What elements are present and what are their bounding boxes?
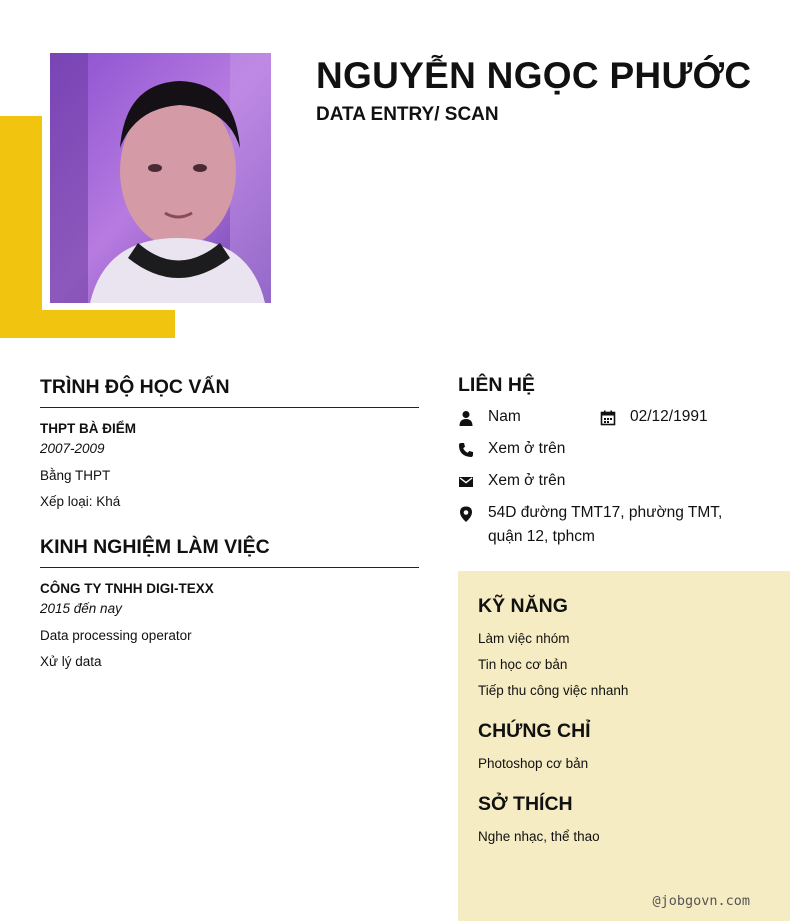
left-column (40, 376, 419, 675)
experience-detail: Data processing operator (40, 628, 192, 643)
job-title: DATA ENTRY/ SCAN (316, 104, 499, 125)
calendar-icon (600, 410, 616, 426)
accent-bar-horizontal (0, 310, 175, 338)
gender-value: Nam (488, 408, 521, 425)
skills-title: KỸ NĂNG (478, 595, 568, 617)
address-line-2: quận 12, tphcm (488, 528, 595, 545)
candidate-name: NGUYỄN NGỌC PHƯỚC (316, 55, 752, 96)
education-title: TRÌNH ĐỘ HỌC VẤN (40, 376, 419, 408)
experience-entry (40, 568, 419, 675)
phone-value[interactable]: Xem ở trên (488, 440, 566, 457)
contact-row-email (458, 469, 778, 493)
experience-period: 2015 đến nay (40, 601, 122, 616)
education-detail: Xếp loại: Khá (40, 494, 121, 509)
location-pin-icon (458, 506, 474, 522)
profile-photo (50, 53, 271, 303)
hobbies-title: SỞ THÍCH (478, 793, 573, 815)
watermark: @jobgovn.com (652, 893, 750, 909)
skill-item: Làm việc nhóm (478, 631, 570, 646)
experience-detail: Xử lý data (40, 654, 102, 669)
experience-title: KINH NGHIỆM LÀM VIỆC (40, 536, 419, 568)
contact-title: LIÊN HỆ (458, 374, 535, 396)
certificates-title: CHỨNG CHỈ (478, 720, 591, 742)
contact-row-phone (458, 437, 778, 461)
address-value (488, 501, 722, 549)
email-value[interactable]: Xem ở trên (488, 472, 566, 489)
accent-bar-vertical (0, 116, 42, 338)
mail-icon (458, 474, 474, 490)
skill-item: Tin học cơ bản (478, 657, 568, 672)
education-detail: Bằng THPT (40, 468, 111, 483)
contact-row-address (458, 501, 778, 549)
company-name: CÔNG TY TNHH DIGI-TEXX (40, 581, 214, 596)
contact-section (458, 374, 778, 557)
hobby-item: Nghe nhạc, thể thao (478, 829, 600, 844)
school-name: THPT BÀ ĐIỂM (40, 421, 136, 436)
education-entry (40, 408, 419, 515)
certificate-item: Photoshop cơ bản (478, 756, 589, 771)
contact-row-gender-birthday (458, 405, 778, 429)
education-period: 2007-2009 (40, 441, 105, 456)
birthday-value: 02/12/1991 (630, 408, 708, 425)
side-panel (458, 571, 790, 921)
skill-item: Tiếp thu công việc nhanh (478, 683, 629, 698)
address-line-1: 54D đường TMT17, phường TMT, (488, 504, 723, 521)
phone-icon (458, 442, 474, 458)
person-icon (458, 410, 474, 426)
